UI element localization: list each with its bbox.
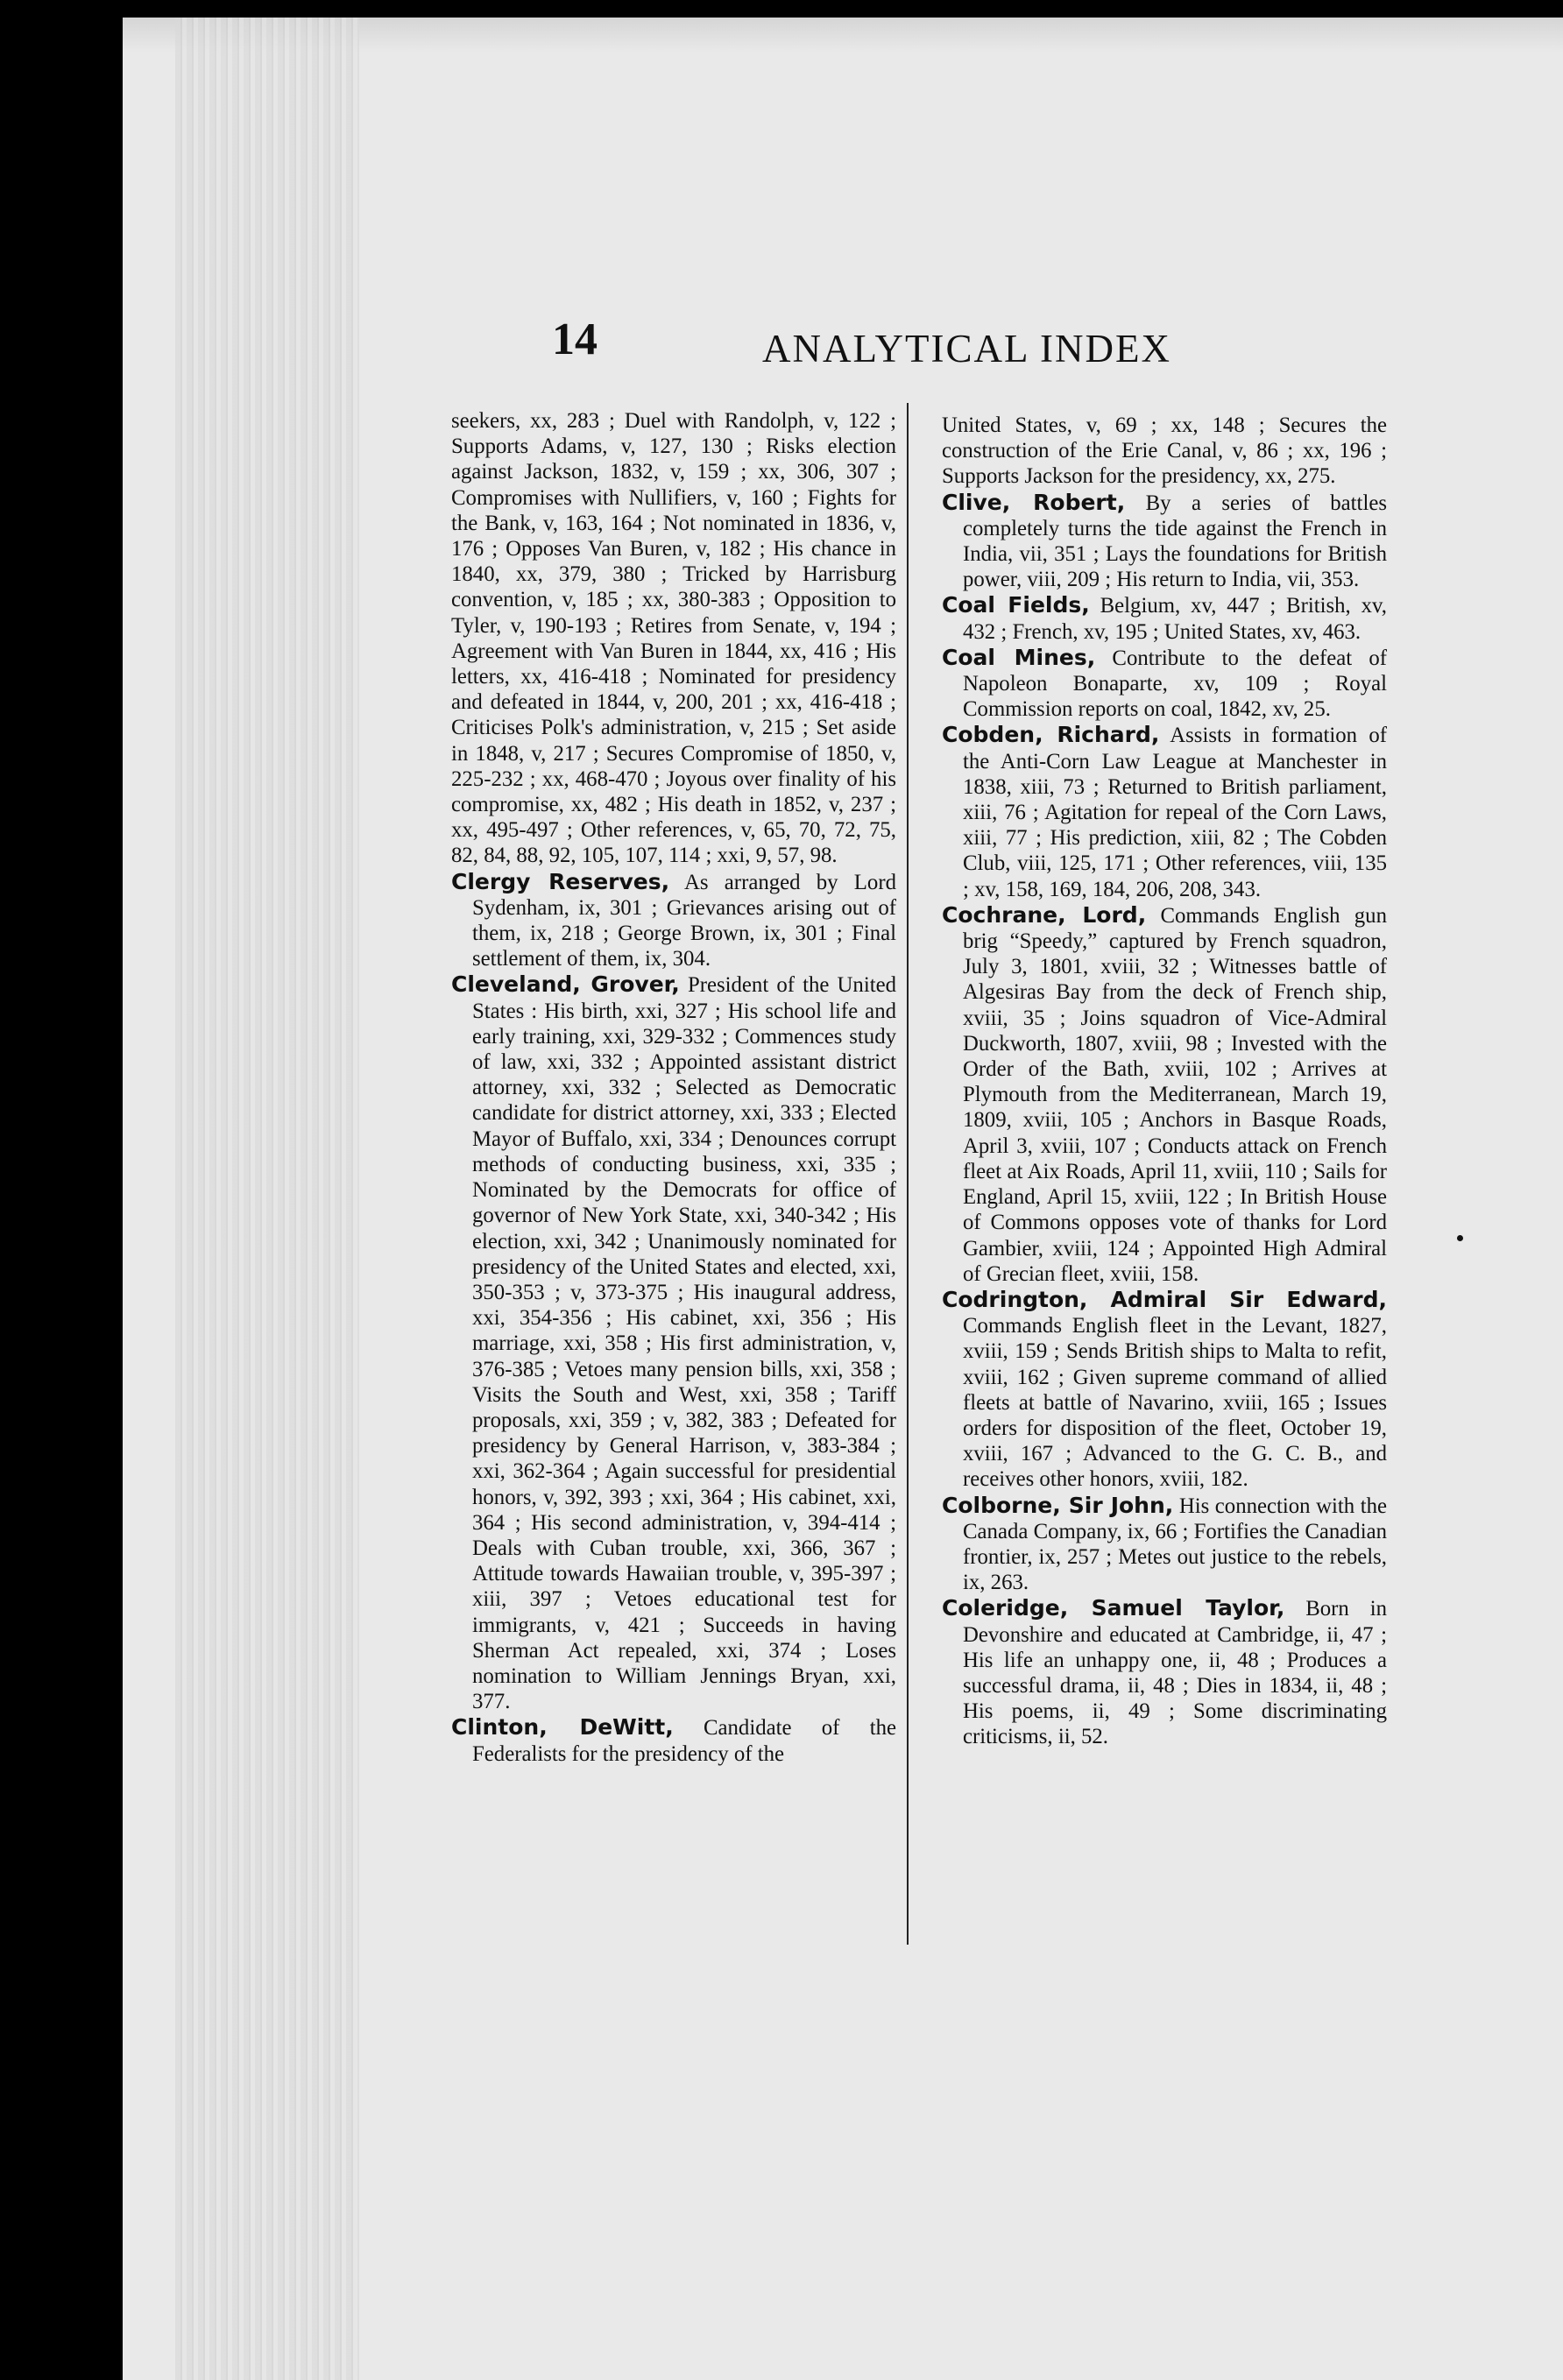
entry-text: President of the United States : His birth, xxi, 327 ; His school life and early training, xxi, 329-332 ; Commences study of law, xxi, 332 ; Appointed assistant district attorney, xxi, 332 ; Selected as Democratic candidate for district attorney, xxi, 333 ; Elected Mayor of Buffalo, xxi, 334 ; Denounces corrupt methods of conducting business, xxi, 335 ; Nominated by the Democrats for office of governor of New York State, xxi, 340-342 ; His election, xxi, 342 ; Unanimously nominated for presidency of the United States and elected, xxi, 350-353 ; v, 373-375 ; His inaugural address, xxi, 354-356 ; His cabinet, xxi, 356 ; His marriage, xxi, 358 ; His first administration, v, 376-385 ; Vetoes many pension bills, xxi, 358 ; Visits the South and West, xxi, 358 ; Tariff proposals, xxi, 359 ; v, 382, 383 ; Defeated for presidency by General Harrison, v, 383-384 ; xxi, 362-364 ; Again successful for presidential honors, v, 392, 393 ; xxi, 364 ; His cabinet, xxi, 364 ; His second administration, v, 394-414 ; Deals with Cuban trouble, xxi, 366, 367 ; Attitude towards Hawaiian trouble, v, 395-397 ; xiii, 397 ; Vetoes educational test for immigrants, v, 421 ; Succeeds in having Sherman Act repealed, xxi, 374 ; Loses nomination to William Jennings Bryan, xxi, 377.	[472, 973, 897, 1714]
entry-heading: Cleveland, Grover,	[451, 971, 680, 998]
entry-text: As arranged by Lord Sydenham, ix, 301 ; Grievances arising out of them, ix, 218 ; George Brown, ix, 301 ; Final settlement of them, ix, 304.	[472, 870, 896, 971]
index-entry	[942, 645, 1387, 723]
entry-heading: Coleridge, Samuel Taylor,	[942, 1595, 1285, 1621]
ink-dot	[1457, 1235, 1463, 1241]
index-entry	[942, 902, 1387, 1287]
entry-heading: Coal Fields,	[942, 592, 1090, 618]
running-head: ANALYTICAL INDEX	[762, 327, 1171, 371]
entry-text: Born in Devonshire and educated at Cambridge, ii, 47 ; His life an unhappy one, ii, 48 ; Produces a successful drama, ii, 48 ; Dies in 1834, ii, 48 ; His poems, ii, 49 ; Some discriminating criticisms, ii, 52.	[963, 1597, 1387, 1749]
entry-heading: Clive, Robert,	[942, 489, 1126, 515]
index-entry	[451, 869, 896, 972]
entry-heading: Colborne, Sir John,	[942, 1492, 1174, 1518]
entry-heading: Cochrane, Lord,	[942, 901, 1147, 928]
left-column	[451, 407, 896, 1767]
index-entry	[942, 592, 1387, 644]
entry-text: Belgium, xv, 447 ; British, xv, 432 ; French, xv, 195 ; United States, xv, 463.	[963, 594, 1387, 644]
entry-text: Commands English gun brig “Speedy,” captured by French squadron, July 3, 1801, xviii, 32 ; Witnesses battle of Algesiras Bay from the deck of French ship, xviii, 35 ; Joins squadron of Vice-Admiral Duckworth, 1807, xviii, 98 ; Invested with the Order of the Bath, xviii, 102 ; Arrives at Plymouth from the Mediterranean, March 19, 1809, xviii, 105 ; Anchors in Basque Roads, April 3, xviii, 107 ; Conducts attack on French fleet at Aix Roads, April 11, xviii, 110 ; Sails for England, April 15, xviii, 122 ; In British House of Commons opposes vote of thanks for Lord Gambier, xviii, 124 ; Appointed High Admiral of Grecian fleet, xviii, 158.	[963, 903, 1387, 1286]
entry-text: Candidate of the Federalists for the presidency of the	[472, 1716, 896, 1766]
entry-heading: Codrington, Admiral Sir Edward,	[942, 1286, 1387, 1312]
entry-text: Assists in formation of the Anti-Corn Law League at Manchester in 1838, xiii, 73 ; Returned to British parliament, xiii, 76 ; Agitation for repeal of the Corn Laws, xiii, 77 ; His prediction, xiii, 82 ; The Cobden Club, viii, 125, 171 ; Other references, viii, 135 ; xv, 158, 169, 184, 206, 208, 343.	[963, 724, 1387, 901]
entry-text: Contribute to the defeat of Napoleon Bonaparte, xv, 109 ; Royal Commission reports on coal, 1842, xv, 25.	[963, 646, 1388, 722]
binding-edge	[175, 18, 359, 2380]
index-entry	[451, 407, 896, 869]
index-entry	[451, 971, 896, 1714]
right-column	[942, 412, 1387, 1750]
entry-heading: Cobden, Richard,	[942, 722, 1160, 748]
entry-text: By a series of battles completely turns the tide against the French in India, vii, 351 ; Lays the foundations for British power, viii, 209 ; His return to India, vii, 353.	[963, 491, 1387, 592]
index-entry	[942, 490, 1387, 593]
entry-text: Commands English fleet in the Levant, 1827, xviii, 159 ; Sends British ships to Malta to refit, xviii, 162 ; Given supreme command of allied fleets at battle of Navarino, xviii, 165 ; Issues orders for disposition of the fleet, October 19, xviii, 167 ; Advanced to the G. C. B., and receives other honors, xviii, 182.	[963, 1314, 1387, 1492]
entry-text: His connection with the Canada Company, ix, 66 ; Fortifies the Canadian frontier, ix, 257 ; Metes out justice to the rebels, ix, 263.	[963, 1494, 1388, 1595]
page-number: 14	[552, 314, 598, 364]
entry-text: United States, v, 69 ; xx, 148 ; Secures the construction of the Erie Canal, v, 86 ; xx, 196 ; Supports Jackson for the presidency, xx, 275.	[942, 413, 1387, 489]
index-entry	[942, 722, 1387, 901]
column-divider	[907, 403, 909, 1945]
entry-text: seekers, xx, 283 ; Duel with Randolph, v, 122 ; Supports Adams, v, 127, 130 ; Risks election against Jackson, 1832, v, 159 ; xx, 306, 307 ; Compromises with Nullifiers, v, 160 ; Fights for the Bank, v, 163, 164 ; Not nominated in 1836, v, 176 ; Opposes Van Buren, v, 182 ; His chance in 1840, xx, 379, 380 ; Tricked by Harrisburg convention, v, 185 ; xx, 380-383 ; Opposition to Tyler, v, 190-193 ; Retires from Senate, v, 194 ; Agreement with Van Buren in 1844, xx, 416 ; His letters, xx, 416-418 ; Nominated for presidency and defeated in 1844, v, 200, 201 ; xx, 416-418 ; Criticises Polk's administration, v, 215 ; Set aside in 1848, v, 217 ; Secures Compromise of 1850, v, 225-232 ; xx, 468-470 ; Joyous over finality of his compromise, xx, 482 ; His death in 1852, v, 237 ; xx, 495-497 ; Other references, v, 65, 70, 72, 75, 82, 84, 88, 92, 105, 107, 114 ; xxi, 9, 57, 98.	[451, 409, 896, 868]
index-entry	[942, 1287, 1387, 1493]
entry-heading: Coal Mines,	[942, 644, 1096, 670]
index-entry	[942, 1595, 1387, 1749]
index-entry	[942, 1493, 1387, 1596]
entry-heading: Clergy Reserves,	[451, 868, 670, 894]
index-entry	[942, 412, 1387, 490]
index-entry	[451, 1714, 896, 1766]
entry-heading: Clinton, DeWitt,	[451, 1714, 674, 1741]
scanned-page	[123, 18, 1563, 2380]
